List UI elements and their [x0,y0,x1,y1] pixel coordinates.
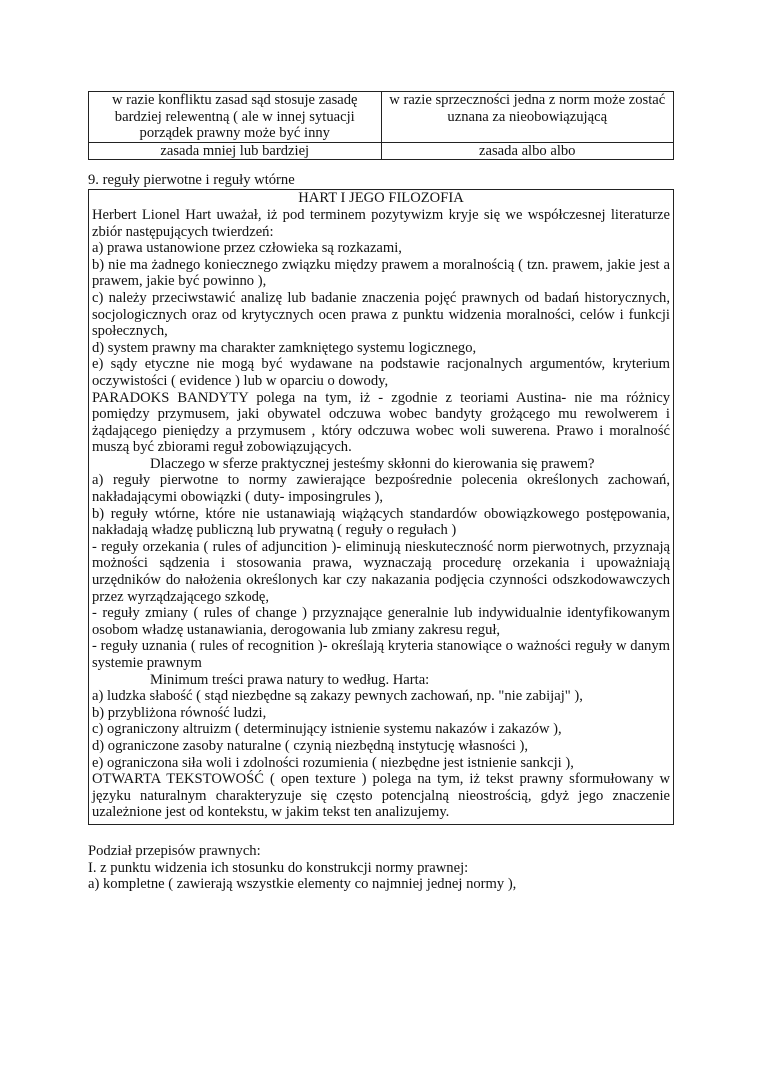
table-row [89,92,674,143]
table-cell-right: zasada albo albo [381,142,674,160]
claim-item: e) sądy etyczne nie mogą być wydawane na podstawie racjonalnych argumentów, kryterium oczywistości ( evidence ) lub w oparciu o dowody, [92,356,670,389]
table-cell-left: zasada mniej lub bardziej [89,142,382,160]
regulations-item: a) kompletne ( zawierają wszystkie elementy co najmniej jednej normy ), [88,876,517,893]
minimum-heading: Minimum treści prawa natury to według. Harta: [150,671,430,688]
minimum-item: b) przybliżona równość ludzi, [92,704,267,721]
rule-item: - reguły uznania ( rules of recognition )- określają kryteria stanowiące o ważności reguły w danym systemie prawnym [92,638,670,671]
minimum-item: e) ograniczona siła woli i zdolności rozumienia ( niezbędne jest istnienie sankcji ), [92,754,574,771]
claim-item: d) system prawny ma charakter zamkniętego systemu logicznego, [92,339,477,356]
minimum-item: c) ograniczony altruizm ( determinujący istnienie systemu nakazów i zakazów ), [92,721,562,738]
minimum-item: a) ludzka słabość ( stąd niezbędne są zakazy pewnych zachowań, np. "nie zabijaj" ), [92,688,583,705]
open-texture-paragraph: OTWARTA TEKSTOWOŚĆ ( open texture ) polega na tym, iż tekst prawny sformułowany w języku naturalnym charakteryzuje się często potencjalną nieostrością, gdyż jego znaczenie uzależnione jest od kontekstu, w jakim tekst ten analizujemy. [92,771,670,821]
claim-item: c) należy przeciwstawić analizę lub badanie znaczenia pojęć prawnych od badań historycznych, socjologicznych oraz od krytycznych ocen prawa z punktu widzenia moralności, celów i funkcji społecznych, [92,289,670,340]
paradox-paragraph: PARADOKS BANDYTY polega na tym, iż - zgodnie z teoriami Austina- nie ma różnicy pomiędzy przymusem, jaki obywatel odczuwa wobec bandyty grożącego mu rewolwerem i żądającego pieniędzy a przymusem , który odczuwa wobec woli suwerena. Prawo i moralność muszą być zbiorami reguł zobowiązujących. [92,389,670,456]
box-title: HART I JEGO FILOZOFIA [298,190,464,207]
claim-item: b) nie ma żadnego koniecznego związku między prawem a moralnością ( tzn. prawem, jakie jest a prawem, jakie być powinno ), [92,256,670,290]
intro-paragraph: Herbert Lionel Hart uważał, iż pod terminem pozytywizm kryje się we współczesnej literaturze zbiór następujących twierdzeń: [92,206,670,240]
hart-box [88,189,674,825]
why-question: Dlaczego w sferze praktycznej jesteśmy skłonni do kierowania się prawem? [150,455,595,472]
comparison-table [88,91,674,160]
regulations-point: I. z punktu widzenia ich stosunku do konstrukcji normy prawnej: [88,859,469,876]
rule-item: b) reguły wtórne, które nie ustanawiają wiążących standardów obowiązkowego postępowania, nakładają władzę publiczną lub prywatną ( reguły o regułach ) [92,505,670,539]
minimum-item: d) ograniczone zasoby naturalne ( czynią niezbędną instytucję własności ), [92,737,529,754]
table-cell-right: w razie sprzeczności jedna z norm może zostać uznana za nieobowiązującą [381,92,674,143]
section-heading: 9. reguły pierwotne i reguły wtórne [88,172,295,189]
rule-item: a) reguły pierwotne to normy zawierające bezpośrednie polecenia określonych zachowań, nakładającymi obowiązki ( duty- imposingrules ), [92,472,670,506]
rule-item: - reguły orzekania ( rules of adjuncition )- eliminują nieskuteczność norm pierwotnych, przyznają możności sądzenia i stosowania prawa, wyznaczają procedurę orzekania i upoważniają urzędników do nałożenia określonych kar czy nakazania podjęcia czynności odszkodowawczych przez wyrządzającego szkodę, [92,538,670,605]
regulations-heading: Podział przepisów prawnych: [88,842,261,859]
rule-item: - reguły zmiany ( rules of change ) przyznające generalnie lub indywidualnie identyfikowanym osobom władzę ustanawiania, derogowania lub zmiany zakresu reguł, [92,605,670,638]
table-row [89,142,674,160]
table-cell-left: w razie konfliktu zasad sąd stosuje zasadę bardziej relewentną ( ale w innej sytuacji porządek prawny może być inny [89,92,382,143]
claim-item: a) prawa ustanowione przez człowieka są rozkazami, [92,240,402,257]
document-page [88,91,674,893]
